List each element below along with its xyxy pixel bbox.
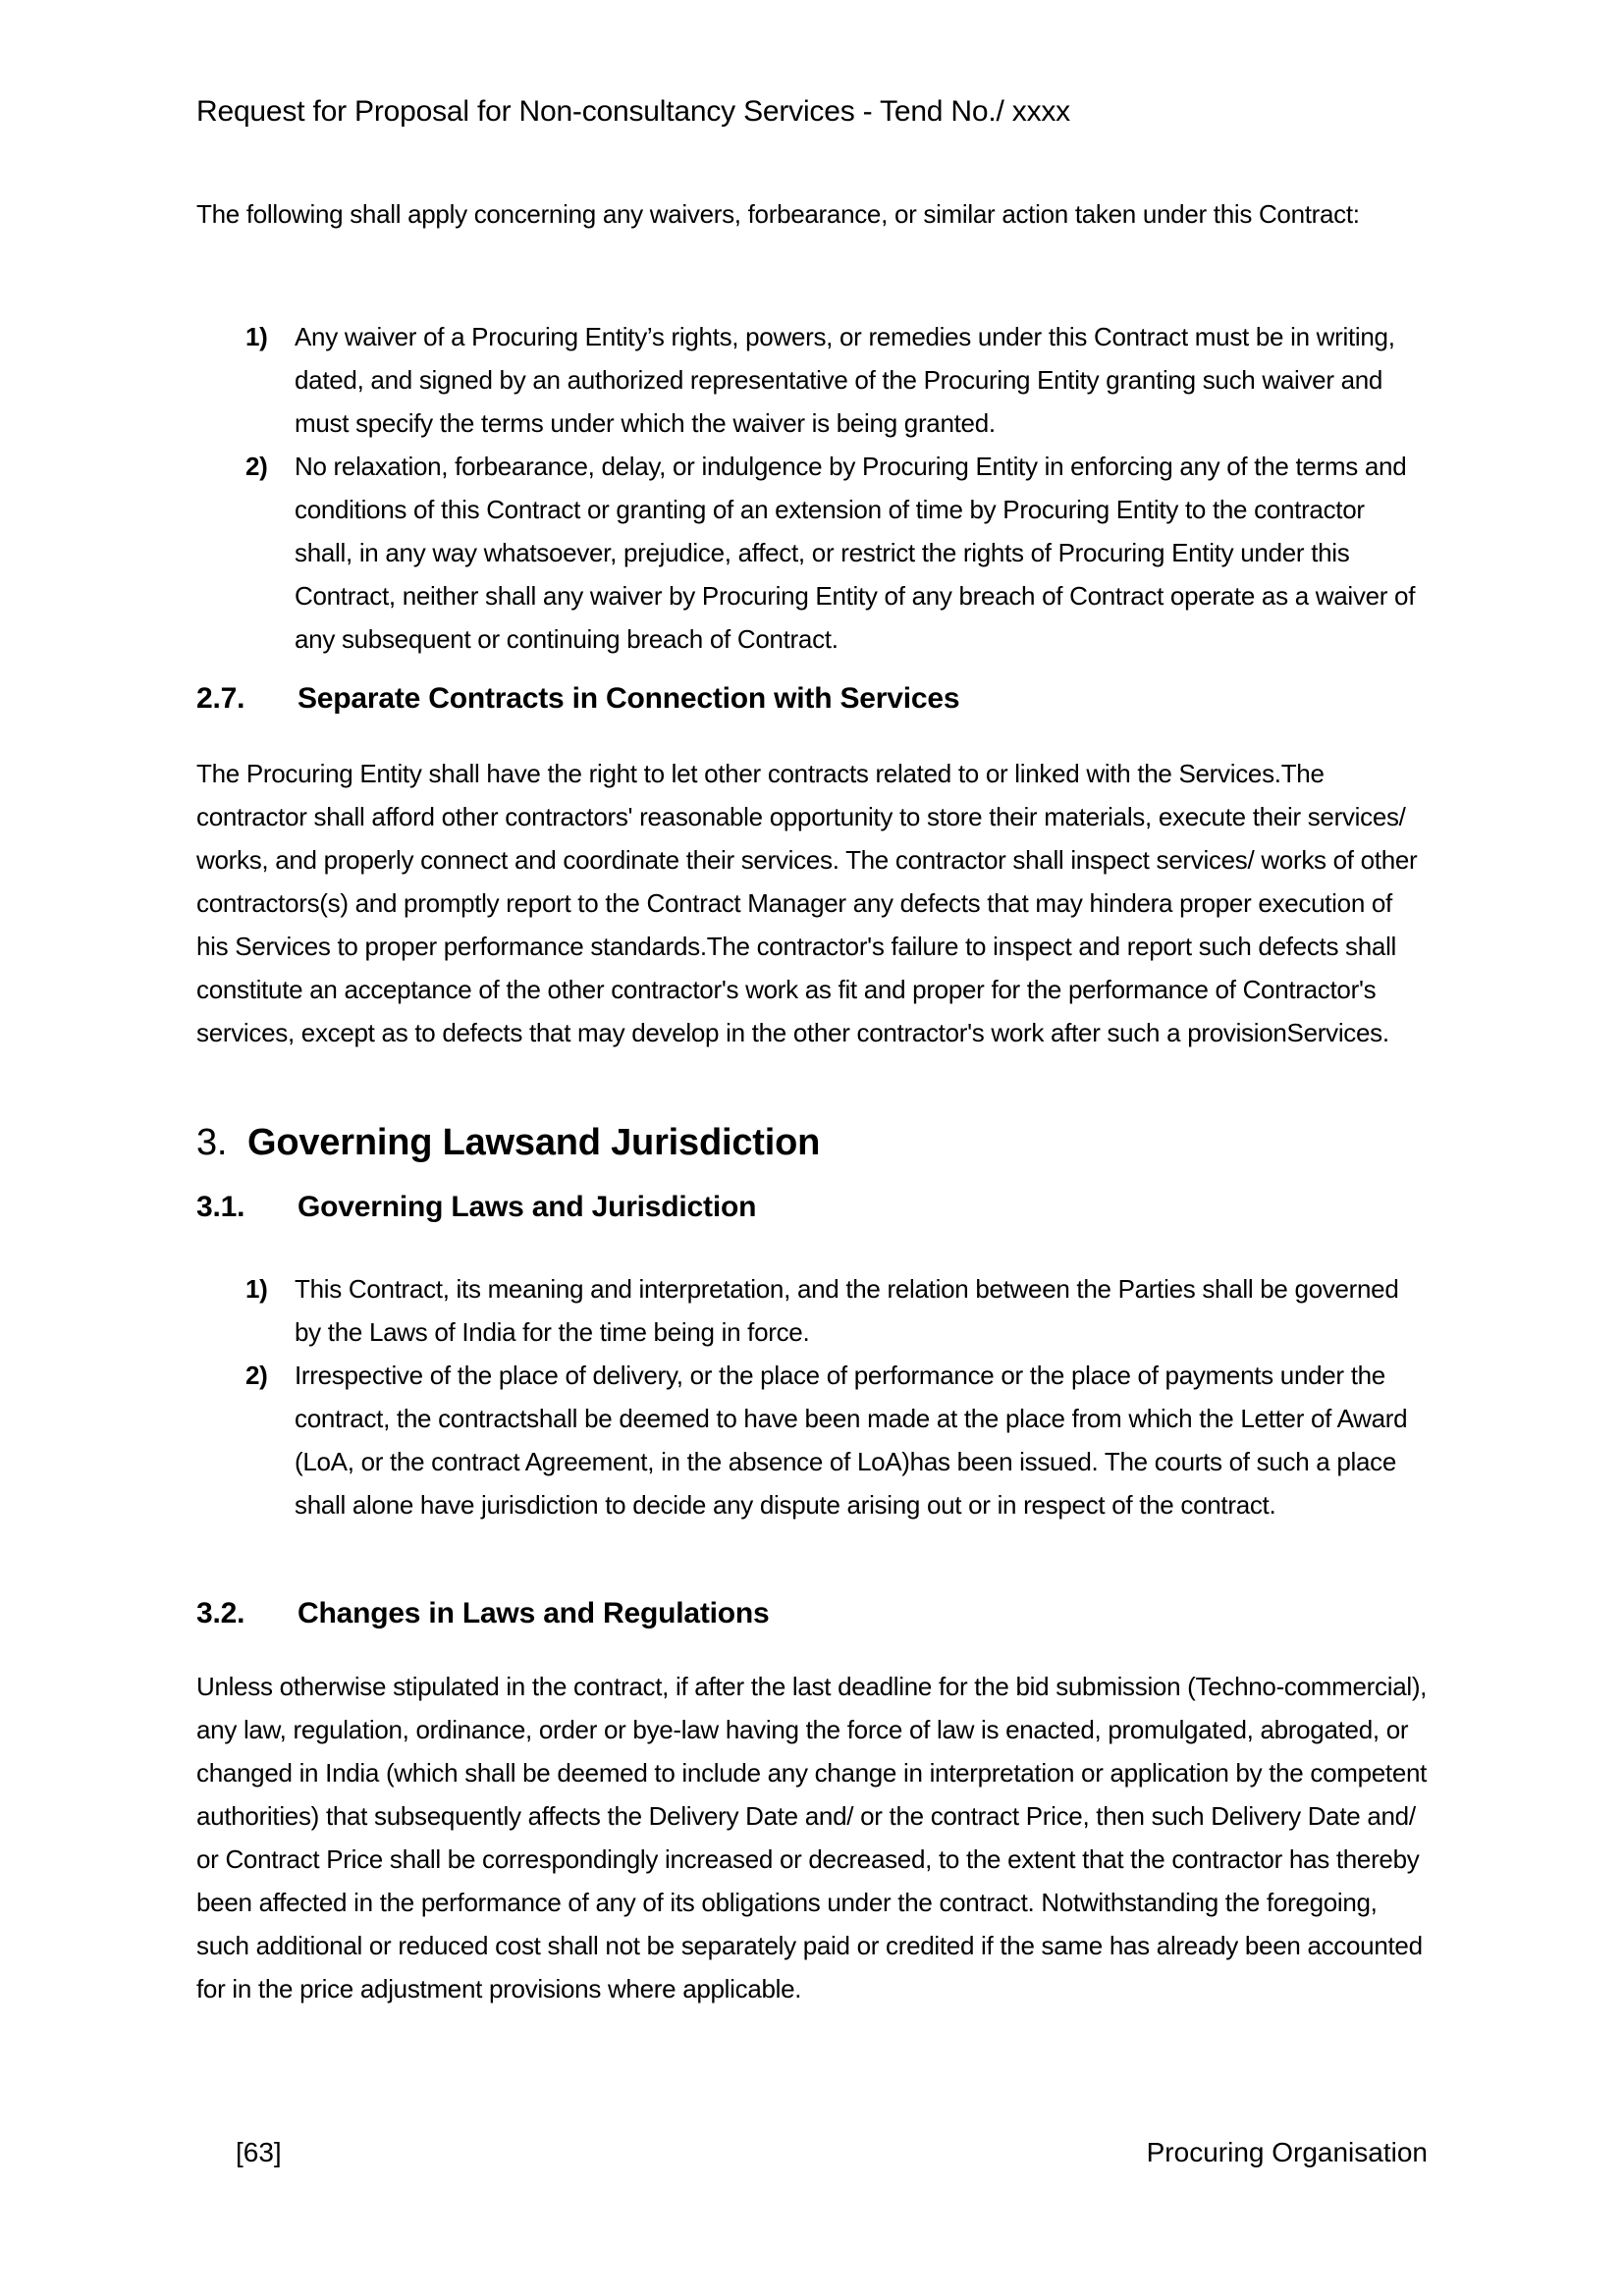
section-heading-3-1 [196,1188,1428,1227]
section-title: Separate Contracts in Connection with Services [298,682,960,715]
section-2-7-paragraph: The Procuring Entity shall have the right to let other contracts related to or linked with the Services.The contractor shall afford other contractors' reasonable opportunity to store their materials, execute their services/ works, and properly connect and coordinate their services. The contractor shall inspect services/ works of other contractors(s) and promptly report to the Contract Manager any defects that may hindera proper execution of his Services to proper performance standards.The contractor's failure to inspect and report such defects shall constitute an acceptance of the other contractor's work as fit and proper for the performance of Contractor's services, except as to defects that may develop in the other contractor's work after such a provisionServices. [196,759,1418,1047]
list-item-number: 1) [245,322,268,351]
list-item-number: 1) [245,1274,268,1304]
section-3-2-paragraph: Unless otherwise stipulated in the contract, if after the last deadline for the bid submission (Techno-commercial), any law, regulation, ordinance, order or bye-law having the force of law is enacted, promulgated, abrogated, or changed in India (which shall be deemed to include any change in interpretation or application by the competent authorities) that subsequently affects the Delivery Date and/ or the contract Price, then such Delivery Date and/ or Contract Price shall be correspondingly increased or decreased, to the extent that the contractor has thereby been affected in the performance of any of its obligations under the contract. Notwithstanding the foregoing, such additional or reduced cost shall not be separately paid or credited if the same has already been accounted for in the price adjustment provisions where applicable. [196,1672,1428,2003]
section-title: Changes in Laws and Regulations [298,1597,770,1629]
list-item [245,1267,1428,1354]
list-item-number: 2) [245,1361,268,1390]
list-item [245,315,1428,445]
page-footer [236,2136,1428,2169]
section-title: Governing Laws and Jurisdiction [298,1191,757,1223]
chapter-title: Governing Lawsand Jurisdiction [247,1122,821,1163]
page-number: [63] [236,2137,282,2167]
list-item-text: Irrespective of the place of delivery, or the place of performance or the place of payments under the contract, the contractshall be deemed to have been made at the place from which the Letter of Award (LoA, or the contract Agreement, in the absence of LoA)has been issued. The courts of such a place shall alone have jurisdiction to decide any dispute arising out or in respect of the contract. [295,1361,1408,1520]
section-number: 3.1. [196,1191,245,1223]
footer-organisation: Procuring Organisation [1146,2137,1428,2167]
list-item-number: 2) [245,452,268,481]
chapter-heading-3 [196,1119,1428,1166]
page-header: Request for Proposal for Non-consultancy Services - Tend No./ xxxx [196,95,1070,128]
section-heading-2-7 [196,679,1428,719]
section-number: 2.7. [196,682,245,715]
list-item-text: This Contract, its meaning and interpretation, and the relation between the Parties shall be governed by the Laws of India for the time being in force. [295,1274,1399,1347]
section-heading-3-2 [196,1594,1428,1633]
list-item-text: Any waiver of a Procuring Entity’s rights, powers, or remedies under this Contract must be in writing, dated, and signed by an authorized representative of the Procuring Entity granting such waiver and must specify the terms under which the waiver is being granted. [295,322,1395,438]
chapter-number: 3. [196,1122,228,1163]
intro-paragraph: The following shall apply concerning any waivers, forbearance, or similar action taken under this Contract: [196,199,1360,229]
waiver-list [245,315,1428,661]
list-item [245,445,1428,661]
list-item-text: No relaxation, forbearance, delay, or indulgence by Procuring Entity in enforcing any of the terms and conditions of this Contract or granting of an extension of time by Procuring Entity to the contractor shall, in any way whatsoever, prejudice, affect, or restrict the rights of Procuring Entity under this Contract, neither shall any waiver by Procuring Entity of any breach of Contract operate as a waiver of any subsequent or continuing breach of Contract. [295,452,1416,654]
list-item [245,1354,1428,1526]
governing-law-list [245,1267,1428,1526]
section-number: 3.2. [196,1597,245,1629]
